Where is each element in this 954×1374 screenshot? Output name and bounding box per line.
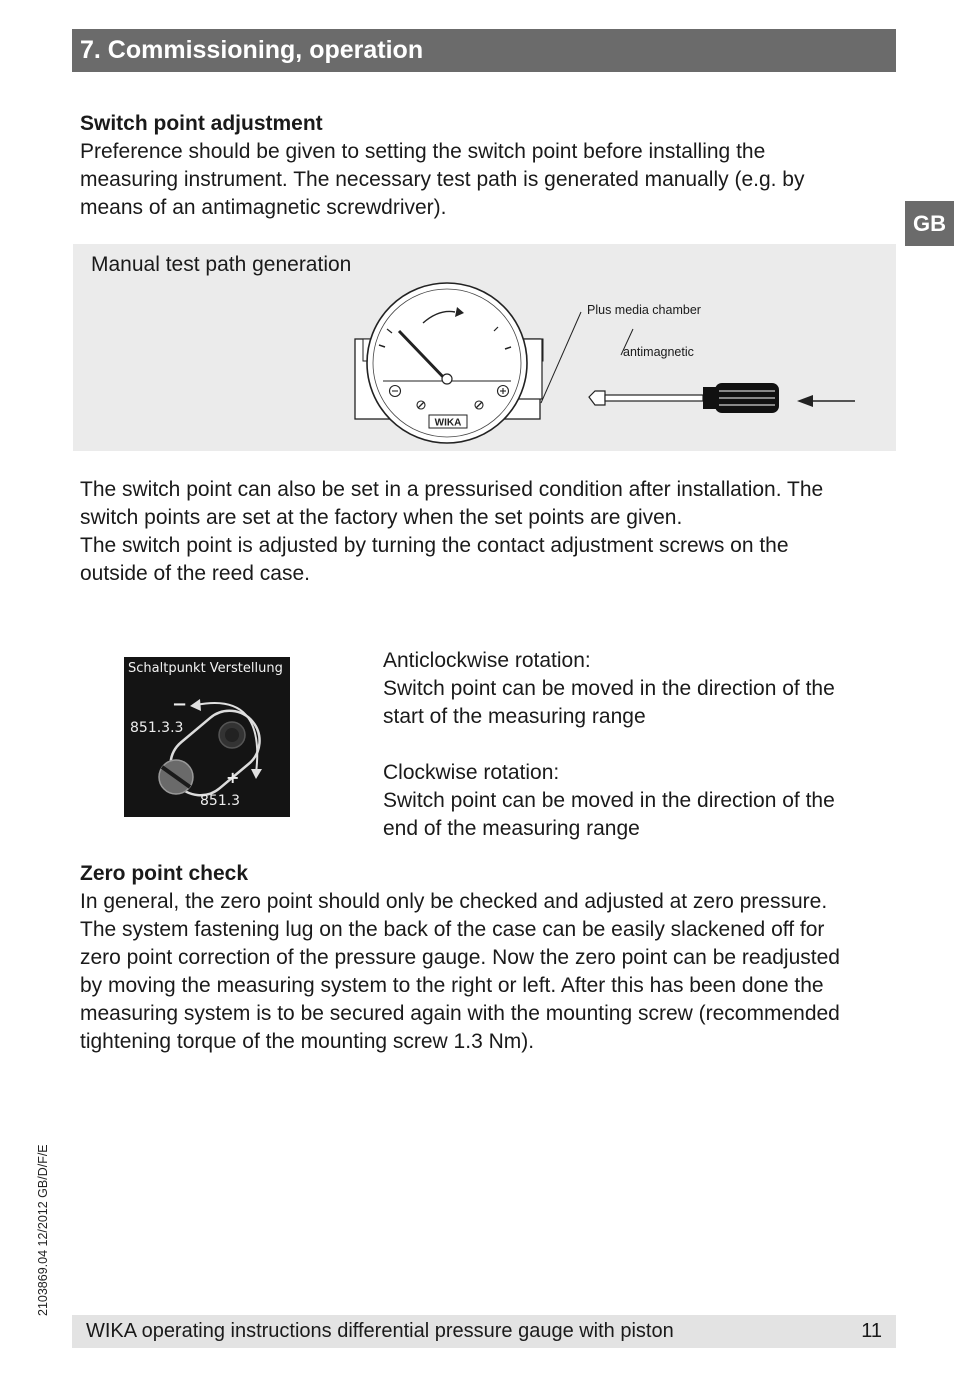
- photo-title: Schaltpunkt Verstellung: [128, 661, 283, 676]
- zero-point-line: by moving the measuring system to the right or left. After this has been done the: [80, 974, 824, 997]
- pressurised-line: The switch point is adjusted by turning the contact adjustment screws on the: [80, 534, 789, 557]
- section-title: 7. Commissioning, operation: [80, 36, 424, 64]
- language-tab[interactable]: GB: [905, 201, 954, 246]
- zero-point-line: tightening torque of the mounting screw 1.3 Nm).: [80, 1030, 535, 1053]
- pressurised-line: switch points are set at the factory when the set points are given.: [80, 506, 683, 529]
- zero-point-line: zero point correction of the pressure gauge. Now the zero point can be readjusted: [80, 946, 840, 969]
- test-path-figure: [73, 244, 896, 451]
- plus-media-chamber-label: Plus media chamber: [587, 303, 701, 317]
- rotation-instructions: [383, 647, 893, 843]
- zero-point-heading: Zero point check: [80, 862, 249, 885]
- photo-minus: −: [172, 694, 188, 715]
- document-code: 2103869.04 12/2012 GB/D/F/E: [36, 1144, 50, 1316]
- page-number: 11: [861, 1320, 882, 1342]
- switch-point-section: [80, 110, 890, 222]
- switch-point-line: means of an antimagnetic screwdriver).: [80, 196, 447, 219]
- antimagnetic-label: antimagnetic: [623, 345, 694, 359]
- photo-code-lower: 851.3: [200, 793, 241, 809]
- pressurised-line: outside of the reed case.: [80, 562, 310, 585]
- footer-text: WIKA operating instructions differential pressure gauge with piston: [86, 1320, 674, 1342]
- zero-point-section: [80, 860, 890, 1056]
- pressurised-line: The switch point can also be set in a pressurised condition after installation. The: [80, 478, 824, 501]
- section-header: [72, 29, 896, 72]
- switch-point-line: measuring instrument. The necessary test path is generated manually (e.g. by: [80, 168, 805, 191]
- zero-point-line: measuring system is to be secured again with the mounting screw (recommended: [80, 1002, 840, 1025]
- brand-plate-text: WIKA: [434, 417, 462, 429]
- adjustment-screws-photo: [124, 657, 290, 817]
- zero-point-line: The system fastening lug on the back of the case can be easily slackened off for: [80, 918, 825, 941]
- pressurised-section: [80, 476, 890, 588]
- clockwise-line: end of the measuring range: [383, 817, 640, 840]
- clockwise-line: Switch point can be moved in the direction of the: [383, 789, 835, 812]
- zero-point-line: In general, the zero point should only be checked and adjusted at zero pressure.: [80, 890, 828, 913]
- figure-caption: Manual test path generation: [91, 253, 352, 276]
- switch-point-heading: Switch point adjustment: [80, 112, 323, 135]
- photo-code-upper: 851.3.3: [130, 720, 184, 736]
- clockwise-title: Clockwise rotation:: [383, 761, 560, 784]
- anticlockwise-line: start of the measuring range: [383, 705, 646, 728]
- anticlockwise-line: Switch point can be moved in the direction of the: [383, 677, 835, 700]
- page-footer: [72, 1315, 896, 1348]
- anticlockwise-title: Anticlockwise rotation:: [383, 649, 591, 672]
- photo-plus: +: [226, 768, 240, 787]
- switch-point-line: Preference should be given to setting the switch point before installing the: [80, 140, 766, 163]
